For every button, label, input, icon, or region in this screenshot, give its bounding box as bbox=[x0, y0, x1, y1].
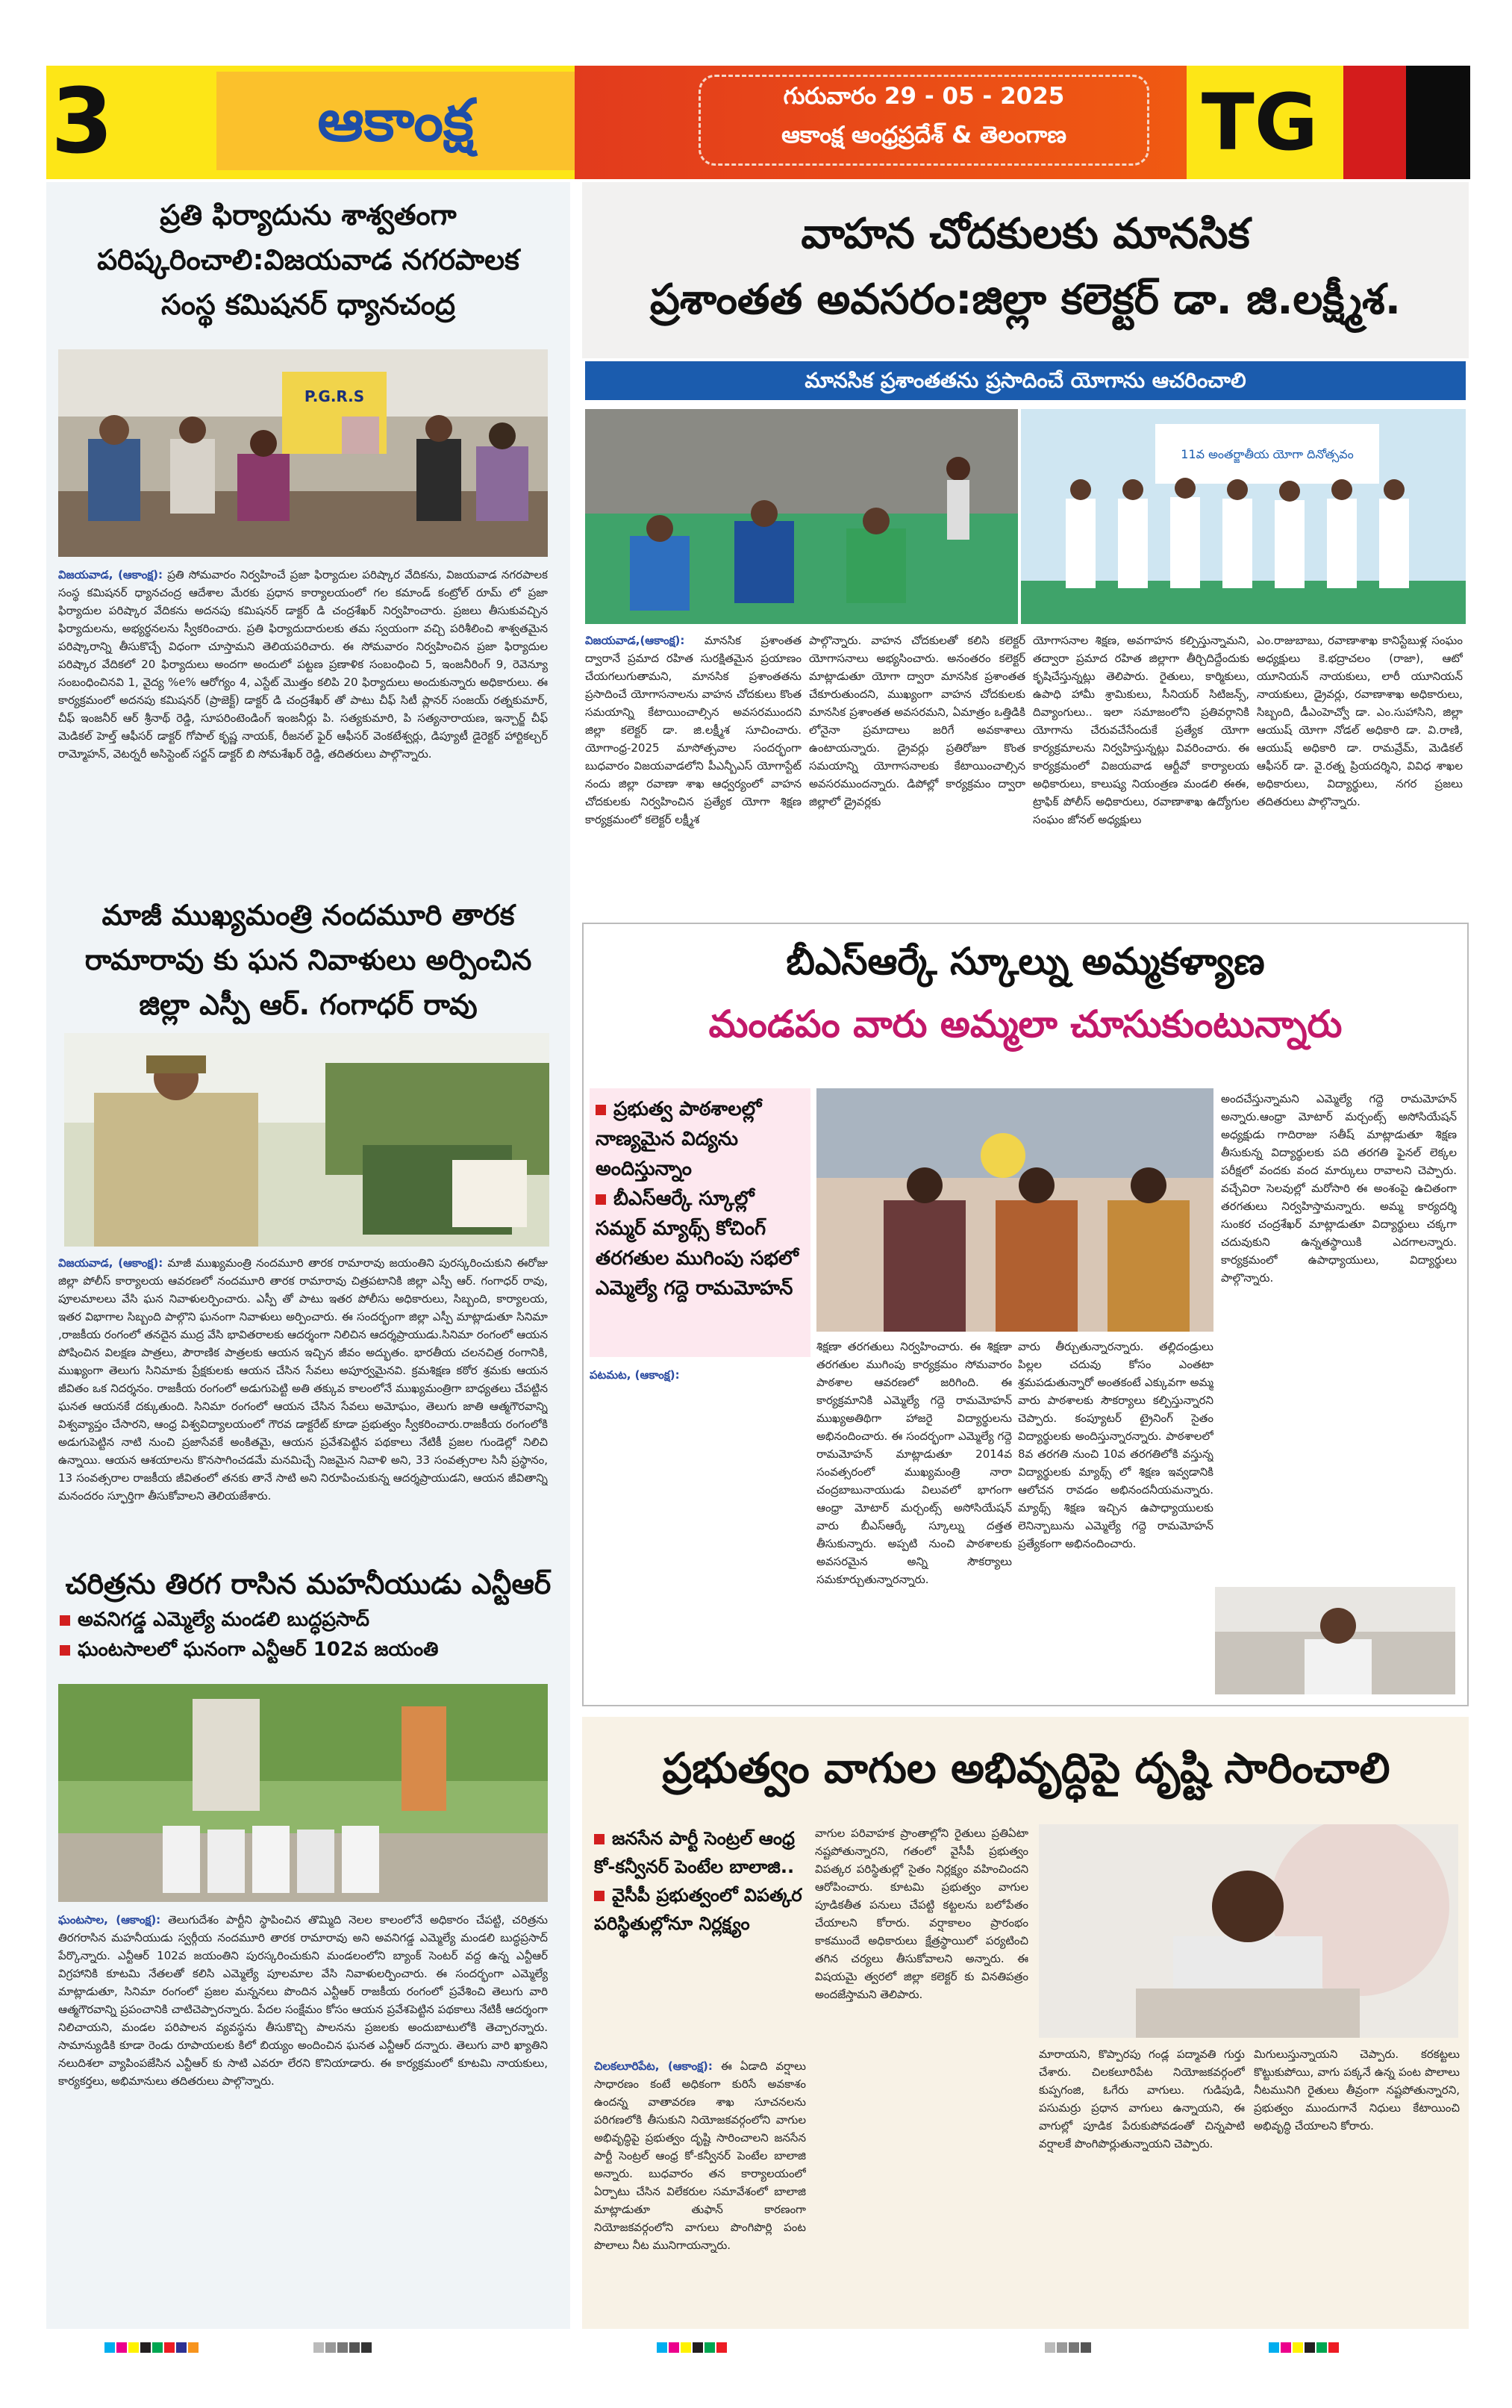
lead-body-col-1: విజయవాడ,(ఆకాంక్ష): మానసిక ప్రశాంతత ద్వారానే ప్రమాద రహిత సురక్షితమైన ప్రయాణం చేయగలుగుతామని, మానసిక ప్రశాంతతను ప్రసాదించే యోగాసనాలను వాహన చోదకులు కొంత సమయాన్ని కేటాయించాల్సిన అవసరముందని జిల్లా కలెక్టర్ డా. జి.లక్ష్మీశ సూచించారు. యోగాంధ్ర-2025 మాసోత్సవాల సందర్భంగా బుధవారం విజయవాడలోని పీఎన్బీఎస్ యోగాస్టేట్ నందు జిల్లా రవాణా శాఖ ఆధ్వర్యంలో వాహన చోదకులకు నిర్వహించిన ప్రత్యేక యోగా శిక్షణ కార్యక్రమంలో కలెక్టర్ లక్ష్మీశ bbox=[585, 634, 802, 826]
bsr-headline-1: బీఎస్ఆర్కే స్కూల్ను అమ్మకళ్యాణ bbox=[786, 940, 1265, 983]
article-1-headline: ప్రతి ఫిర్యాదును శాశ్వతంగా పరిష్కరించాలి:విజయవాడ నగరపాలక సంస్థ కమిషనర్ ధ్యానచంద్ర bbox=[97, 199, 519, 321]
yoga-banner-sign: 11వ అంతర్జాతీయ యోగా దినోత్సవం bbox=[1181, 447, 1354, 461]
article-3-photo bbox=[58, 1684, 548, 1902]
article-1-body: విజయవాడ, (ఆకాంక్ష): ప్రతి సోమవారం నిర్వహించే ప్రజా ఫిర్యాదుల పరిష్కార వేదికను, విజయవాడ నగరపాలక సంస్థ కమిషనర్ ధ్యానచంద్ర ఆదేశాల మేరకు ప్రధాన కార్యాలయంలో గల కమాండ్ కంట్రోల్ రూమ్ లో ప్రజా ఫిర్యాదుల పరిష్కార వేదికను అదనపు కమిషనర్ డాక్టర్ డి చంద్రశేఖర్ నిర్వహించారు. ప్రజలు తీసుకువచ్చిన ఫిర్యాదులను, అభ్యర్థనలను స్వీకరించారు. ప్రతి ఫిర్యాదుదారులకు తమ స్వయంగా వచ్చి పరిశీలించి శాశ్వతమైన పరిష్కారాన్ని తీసుకొచ్చే విధంగా చూస్తామని తెలియపరిచారు. ఈ సోమవారం నిర్వహించిన ప్రజా ఫిర్యాదుల పరిష్కార వేదికలో 20 ఫిర్యాదులు అందగా అందులో పట్టణ ప్రణాళిక సంబంధించి 5, ఇంజనీరింగ్ 9, రెవెన్యూ సంబంధించినవి 1, వైద్య %e% ఆరోగ్యం 4, ఎస్టేట్ మొత్తం కలిపి 20 ఫిర్యాదులు అందుకున్నారు అధికారులు. ఈ కార్యక్రమంలో అదనపు కమిషనర్ (ప్రాజెక్ట్) డాక్టర్ డి చంద్రశేఖర్ తో పాటు చీఫ్ సిటీ ప్లానర్ సంజయ్ రత్నకుమార్, చీఫ్ ఇంజనీర్ ఆర్ శ్రీనాథ్ రెడ్డి, సూపరింటెండింగ్ ఇంజనీర్లు పి. సత్యకుమారి, పి సత్యనారాయణ, ఇన్చార్జ్ చీఫ్ మెడికల్ హెల్త్ ఆఫీసర్ డాక్టర్ గోపాల్ కృష్ణ నాయక్, రీజనల్ ఫైర్ ఆఫీసర్ వెంకటేశ్వర్లు, డిప్యూటీ డైరెక్టర్ హార్టికల్చర్ రామ్మోహన్, వెటర్నరీ అసిస్టెంట్ సర్జన్ డాక్టర్ బి సోమశేఖర్ రెడ్డి, తదితరులు పాల్గొన్నారు. bbox=[58, 568, 548, 761]
article-2-photo bbox=[64, 1033, 549, 1247]
pgrs-sign: P.G.R.S bbox=[304, 387, 365, 405]
bullet-square-icon bbox=[596, 1105, 606, 1115]
article-3-bullets bbox=[60, 1605, 564, 1672]
lead-body-col-2: పాల్గొన్నారు. వాహన చోదకులతో కలిసి కలెక్టర్ యోగాసనాలు అభ్యసించారు. అనంతరం కలెక్టర్ మాట్లాడుతూ యోగా ద్వారా మానసిక ప్రశాంతత చేకూరుతుందని, ముఖ్యంగా వాహన చోదకులకు మానసిక ప్రశాంతత అవసరమని, ఏమాత్రం ఒత్తిడికి లోనైనా ప్రమాదాలు జరిగే అవకాశాలు ఉంటాయన్నారు. డ్రైవర్లు ప్రతిరోజూ కొంత సమయాన్ని యోగాసనాలకు కేటాయించాల్సిన అవసరముందన్నారు. డిపోల్లో కార్యక్రమం ద్వారా జిల్లాలో డ్రైవర్లకు bbox=[809, 634, 1025, 808]
article-2-body: విజయవాడ, (ఆకాంక్ష): మాజీ ముఖ్యమంత్రి నందమూరి తారక రామారావు జయంతిని పురస్కరించుకుని ఈరోజు జిల్లా పోలీస్ కార్యాలయ ఆవరణలో నందమూరి తారక రామారావు చిత్రపటానికి జిల్లా ఎస్పీ ఆర్. గంగాధర్ రావు, పూలమాలలు వేసి ఘన నివాళులర్పించారు. ఎస్పీ తో పాటు ఇతర పోలీసు అధికారులు, సిబ్బంది, కార్యాలయ, ఇతర విభాగాల సిబ్బంది పాల్గొని ఘనంగా నివాళులు అర్పించారు. ఈ సందర్భంగా జిల్లా ఎస్పీ మాట్లాడుతూ సినిమా ,రాజకీయ రంగంలో తనదైన ముద్ర వేసి భావితరాలకు ఆదర్శంగా నిలిచిన ఆదర్శప్రాయుడు.సినిమా రంగంలో ఆయన పోషించిన విలక్షణ పాత్రలు, పౌరాణిక పాత్రలకు ఆయన ఇచ్చిన జీవం అద్భుతం. భారతీయ చలనచిత్ర రంగానికి, ముఖ్యంగా తెలుగు సినిమాకు ప్రేక్షకులకు ఆయన చేసిన సేవలు అపూర్వమైనవి. క్రమశిక్షణ కఠోర శ్రమకు ఆయన జీవితం ఒక నిదర్శనం. రాజకీయ రంగంలో అడుగుపెట్టి అతి తక్కువ కాలంలోనే ముఖ్యమంత్రిగా బాధ్యతలు చేపట్టిన ఘనత ఆయనకే దక్కుతుంది. సినిమా రంగంలో ఆయన చేసిన సేవలు అమోఘం, తెలుగు జాతి ఆత్మగౌరవాన్ని విశ్వవ్యాప్తం చేసారని, ఆంధ్ర విశ్వవిద్యాలయంలో గౌరవ డాక్టరేట్ కూడా ప్రభుత్వం స్వీకరించారు.రాజకీయ రంగంలోకి అడుగుపెట్టిన నాటి నుంచి ప్రజాసేవకే అంకితమై, ఆయన ప్రవేశపెట్టిన పథకాలు నేటికీ ప్రజల గుండెల్లో నిలిచి ఉన్నాయి. ఆయన ఆశయాలను కొనసాగించడమే మనమిచ్చే నిజమైన నివాళి అని, 33 సంవత్సరాల సినీ ప్రస్థానం, 13 సంవత్సరాల రాజకీయ జీవితంలో తనకు తానే సాటి అని నిరూపించుకున్న ఆదర్శప్రాయుడని, ఆయన జీవితాన్ని మనందరం స్ఫూర్తిగా తీసుకోవాలని తెలియజేశారు. bbox=[58, 1256, 548, 1503]
bullet-item: ప్రభుత్వ పాఠశాలల్లో నాణ్యమైన విద్యను అందిస్తున్నాం bbox=[596, 1098, 762, 1180]
article-3-headline: చరిత్రను తిరగ రాసిన మహనీయుడు ఎన్టీఆర్ bbox=[65, 1568, 552, 1600]
edition-label: ఆకాంక్ష ఆంధ్రప్రదేశ్ & తెలంగాణ bbox=[781, 122, 1066, 149]
bsr-headline-2: మండపం వారు అమ్మలా చూసుకుంటున్నారు bbox=[708, 1002, 1343, 1046]
bullet-square-icon bbox=[596, 1194, 606, 1205]
bullet-square-icon bbox=[60, 1615, 70, 1626]
bullet-square-icon bbox=[60, 1645, 70, 1656]
vagu-body-col-4: మిగులుస్తున్నాయని చెప్పారు. కరకట్టలు కొట్టుకుపోయి, వాగు పక్కనే ఉన్న పంట పొలాలు నీటమునిగి రైతులు తీవ్రంగా నష్టపోతున్నారని, ప్రభుత్వం ముందుగానే నిధులు కేటాయించి అభివృద్ధి చేయాలని కోరారు. bbox=[1254, 2047, 1460, 2133]
bullet-item: జనసేన పార్టీ సెంట్రల్ ఆంధ్ర కో-కన్వీనర్ పెంటేల బాలాజి.. bbox=[594, 1828, 795, 1877]
bsr-body-col-3: అందచేస్తున్నామని ఎమ్మెల్యే గద్దె రామమోహన్ అన్నారు.ఆంధ్రా మోటార్ మర్చంట్స్ అసోసియేషన్ అధ్యక్షుడు గాదిరాజు సతీష్ మాట్లాడుతూ శిక్షణ తీసుకున్న విద్యార్థులకు పది తరగతి ఫైనల్ లెక్కల పరీక్షలో వందకు వంద మార్కులు రావాలని చెప్పారు. వచ్చేవిరా సెలవుల్లో మరోసారి ఈ అంశంపై ఉచితంగా తరగతులు నిర్వహిస్తామన్నారు. అమ్మ కార్యదర్శి సుంకర చంద్రశేఖర్ మాట్లాడుతూ విద్యార్థులు చక్కగా చదువుకుని ఉన్నతస్థాయికి ఎదగాలన్నారు. కార్యక్రమంలో ఉపాధ్యాయులు, విద్యార్థులు పాల్గొన్నారు. bbox=[1221, 1092, 1457, 1285]
article-2-headline: మాజీ ముఖ్యమంత్రి నందమూరి తారక రామారావు కు ఘన నివాళులు అర్పించిన జిల్లా ఎస్పీ ఆర్. గంగాధర్ రావు bbox=[84, 899, 532, 1021]
vagu-body-col-1: చిలకలూరిపేట, (ఆకాంక్ష): ఈ ఏడాది వర్షాలు సాధారణం కంటే అధికంగా కురిసే అవకాశం ఉందన్న వాతావరణ శాఖ సూచనలను పరిగణలోకి తీసుకుని నియోజకవర్గంలోని వాగుల అభివృద్ధిపై ప్రభుత్వం దృష్టి సారించాలని జనసేన పార్టీ సెంట్రల్ ఆంధ్ర కో-కన్వీనర్ పెంటేల బాలాజి అన్నారు. బుధవారం తన కార్యాలయంలో ఏర్పాటు చేసిన విలేకరుల సమావేశంలో బాలాజి మాట్లాడుతూ తుఫాన్ కారణంగా నియోజకవర్గంలోని వాగులు పొంగిపొర్లి పంట పొలాలు నీట మునిగాయన్నారు. bbox=[594, 2059, 806, 2252]
bsr-photo bbox=[816, 1088, 1213, 1332]
issue-date: గురువారం 29 - 05 - 2025 bbox=[783, 83, 1065, 110]
lead-photo-right bbox=[1021, 409, 1466, 624]
region-code: TG bbox=[1187, 66, 1333, 179]
lead-subhead-banner: మానసిక ప్రశాంతతను ప్రసాదించే యోగాను ఆచరించాలి bbox=[585, 361, 1466, 400]
lead-body-col-3: యోగాసనాల శిక్షణ, అవగాహన కల్పిస్తున్నామని, తద్వారా ప్రమాద రహిత జిల్లాగా తీర్చిదిద్దేందుకు కృషిచేస్తున్నట్లు తెలిపారు. రైతులు, కార్మికులు, ఉపాధి హామీ శ్రామికులు, సీనియర్ సిటిజన్స్, దివ్యాంగులు.. ఇలా సమాజంలోని ప్రతివర్గానికి యోగాను చేరువచేసేందుకే ప్రత్యేక యోగా కార్యక్రమాలను నిర్వహిస్తున్నట్లు వివరించారు. ఈ కార్యక్రమంలో విజయవాడ ఆర్టీవో కార్యాలయ అధికారులు, కాలుష్య నియంత్రణ మండలి ఈఈ, ట్రాఫిక్ పోలీస్ అధికారులు, రవాణాశాఖ ఉద్యోగుల సంఘం జోనల్ అధ్యక్షులు bbox=[1033, 634, 1249, 826]
bullet-item: ఘంటసాలలో ఘనంగా ఎన్టీఆర్ 102వ జయంతి bbox=[60, 1635, 564, 1665]
bullet-item: బీఎస్ఆర్కే స్కూల్లో సమ్మర్ మ్యాథ్స్ కోచింగ్ తరగతుల ముగింపు సభలో ఎమ్మెల్యే గద్దె రామమోహన్ bbox=[596, 1188, 799, 1300]
article-1-photo bbox=[58, 349, 548, 557]
lead-photo-left bbox=[585, 409, 1018, 624]
bullet-square-icon bbox=[594, 1834, 605, 1844]
lead-body-col-4: ఎం.రాజుబాబు, రవాణాశాఖ కానిస్టేబుళ్ల సంఘం అధ్యక్షులు కె.భద్రాచలం (రాజా), ఆటో యూనియన్ నాయకులు, లారీ యూనియన్ నాయకులు, డ్రైవర్లు, రవాణాశాఖ అధికారులు, సిబ్బంది, డీఎంహెచ్వో డా. ఎం.సుహాసిని, జిల్లా ఆయుష్ యోగా నోడల్ అధికారి డా. వి.రాణి, ఆయుష్ అధికారి డా. రామవ్రేమ్, మెడికల్ ఆఫీసర్ డా. వై.రత్న ప్రియదర్శిని, వివిధ శాఖల అధికారులు, విద్యార్థులు, నగర ప్రజలు తదితరులు పాల్గొన్నారు. bbox=[1257, 634, 1463, 808]
masthead-logo: ఆకాంక్ష bbox=[317, 87, 474, 155]
bsr-body-col-2: వారు తీర్చుతున్నారన్నారు. తల్లిదండ్రులు పిల్లల చదువు కోసం ఎంతటా శ్రమపడుతున్నారో అంతకంటే ఎక్కువగా అమ్మ వారు పాఠశాలకు సౌకర్యాలు కల్పిస్తున్నారని చెప్పారు. కంప్యూటర్ ట్రైనింగ్ సైతం విద్యార్థులకు అందిస్తున్నారన్నారు. పాఠశాలలో 8వ తరగతి నుంచి 10వ తరగతిలోకి వస్తున్న విద్యార్థులకు మ్యాథ్స్ లో శిక్షణ ఇవ్వడానికి ఆలోచన రావడం అభినందనీయమన్నారు. మ్యాథ్స్ శిక్షణ ఇచ్చిన ఉపాధ్యాయులకు లెనిన్బాబును ఎమ్మెల్యే గద్దె రామమోహన్ ప్రత్యేకంగా అభినందించారు. bbox=[1018, 1340, 1213, 1550]
vagu-bullets bbox=[594, 1824, 806, 2048]
bullet-item: అవనిగడ్డ ఎమ్మెల్యే మండలి బుద్ధప్రసాద్ bbox=[60, 1605, 564, 1635]
bullet-item: వైసీపీ ప్రభుత్వంలో విపత్కర పరిస్థితుల్లోనూ నిర్లక్ష్యం bbox=[594, 1885, 802, 1934]
bsr-body-col-1: శిక్షణా తరగతులు నిర్వహించారు. ఈ శిక్షణా తరగతుల ముగింపు కార్యక్రమం సోమవారం పాఠశాల ఆవరణలో జరిగింది. ఈ కార్యక్రమానికి ఎమ్మెల్యే గద్దె రామమోహన్ ముఖ్యఅతిథిగా హాజరై విద్యార్థులను అభినందించారు. ఈ సందర్భంగా ఎమ్మెల్యే గద్దె రామమోహన్ మాట్లాడుతూ 2014వ సంవత్సరంలో ముఖ్యమంత్రి నారా చంద్రబాబునాయుడు విలువలో భాగంగా ఆంధ్రా మోటార్ మర్చంట్స్ అసోసియేషన్ వారు బీఎస్ఆర్కే స్కూల్ను దత్తత తీసుకున్నారు. అప్పటి నుంచి పాఠశాలకు అవసరమైన అన్ని సౌకర్యాలు సమకూర్చుతున్నారన్నారు. bbox=[816, 1340, 1012, 1586]
bsr-mla-photo bbox=[1215, 1587, 1455, 1694]
date-box bbox=[699, 75, 1149, 166]
bullet-square-icon bbox=[594, 1891, 605, 1901]
bsr-body-intro: పటమట, (ఆకాంక్ష): bbox=[590, 1368, 680, 1382]
flag-red-block bbox=[1343, 66, 1406, 179]
page-number: 3 bbox=[51, 70, 113, 174]
vagu-photo bbox=[1039, 1824, 1458, 2038]
vagu-body-col-3: మారాయని, కొప్పారపు గండ్ల పద్మావతి గుర్తు చేశారు. చిలకలూరిపేట నియోజకవర్గంలో కుప్పగంజి, ఓగేరు వాగులు. గుడిపుడి, పసుమర్రు ప్రధాన వాగులు ఉన్నాయని, ఈ వాగుల్లో పూడిక పేరుకుపోవడంతో చిన్నపాటి వర్షాలకే పొంగిపొర్లుతున్నాయని చెప్పారు. bbox=[1039, 2047, 1245, 2150]
bsr-bullets bbox=[590, 1088, 810, 1357]
article-3-body: ఘంటసాల, (ఆకాంక్ష): తెలుగుదేశం పార్టీని స్థాపించిన తొమ్మిది నెలల కాలంలోనే అధికారం చేపట్టి, చరిత్రను తిరగరాసిన మహనీయుడు స్వర్గీయ నందమూరి తారక రామారావు అని అవనిగడ్డ ఎమ్మెల్యే మండలి బుద్ధప్రసాద్ పేర్కొన్నారు. ఎన్టీఆర్ 102వ జయంతిని పురస్కరించుకుని మండలంలోని బ్యాంక్ సెంటర్ వద్ద ఉన్న ఎన్టీఆర్ విగ్రహానికి కూటమి నేతలతో కలిసి ఎమ్మెల్యే పూలమాల వేసి నివాళులర్పించారు. ఈ సందర్భంగా ఎమ్మెల్యే మాట్లాడుతూ, సినిమా రంగంలో ప్రజల మన్ననలు పొందిన ఎన్టీఆర్ రాజకీయ రంగంలో ప్రవేశించి తెలుగు వారి ఆత్మగౌరవాన్ని ప్రపంచానికి చాటిచెప్పారన్నారు. పేదల సంక్షేమం కోసం ఆయన ప్రవేశపెట్టిన పథకాలు నేటికీ ఆదర్శంగా నిలిచాయని, మండల పరిపాలన వ్యవస్థను తీసుకొచ్చి పాలనను ప్రజలకు అందుబాటులోకి తెచ్చారన్నారు. సామాన్యుడికి కూడా రెండు రూపాయలకు కిలో బియ్యం అందించిన ఘనత ఎన్టీఆర్ దన్నారు. తెలుగు వారి ఖ్యాతిని నలుదిశలా వ్యాపింపజేసిన ఎన్టీఆర్ కు సాటి ఎవరూ లేరని కొనియాడారు. ఈ కార్యక్రమంలో కూటమి నాయకులు, కార్యకర్తలు, అభిమానులు తదితరులు పాల్గొన్నారు. bbox=[58, 1913, 548, 2088]
print-color-bars bbox=[45, 2336, 1470, 2359]
flag-black-block bbox=[1406, 66, 1470, 179]
vagu-body-col-2: వాగుల పరివాహక ప్రాంతాల్లోని రైతులు ప్రతిఏటా నష్టపోతున్నారని, గతంలో వైసీపీ ప్రభుత్వం విపత్కర పరిస్థితుల్లో సైతం నిర్లక్ష్యం వహించిందని ఆరోపించారు. కూటమి ప్రభుత్వం వాగుల పూడికతీత పనులు చేపట్టి కట్టలను బలోపేతం చేయాలని కోరారు. వర్షాకాలం ప్రారంభం కాకముందే అధికారులు క్షేత్రస్థాయిలో పర్యటించి తగిన చర్యలు తీసుకోవాలని అన్నారు. ఈ విషయమై త్వరలో జిల్లా కలెక్టర్ కు వినతిపత్రం అందజేస్తామని తెలిపారు. bbox=[815, 1827, 1028, 2001]
vagu-headline: ప్రభుత్వం వాగుల అభివృద్ధిపై దృష్టి సారించాలి bbox=[662, 1744, 1390, 1793]
lead-headline: వాహన చోదకులకు మానసిక ప్రశాంతత అవసరం:జిల్లా కలెక్టర్ డా. జి.లక్ష్మీశ. bbox=[649, 210, 1402, 324]
